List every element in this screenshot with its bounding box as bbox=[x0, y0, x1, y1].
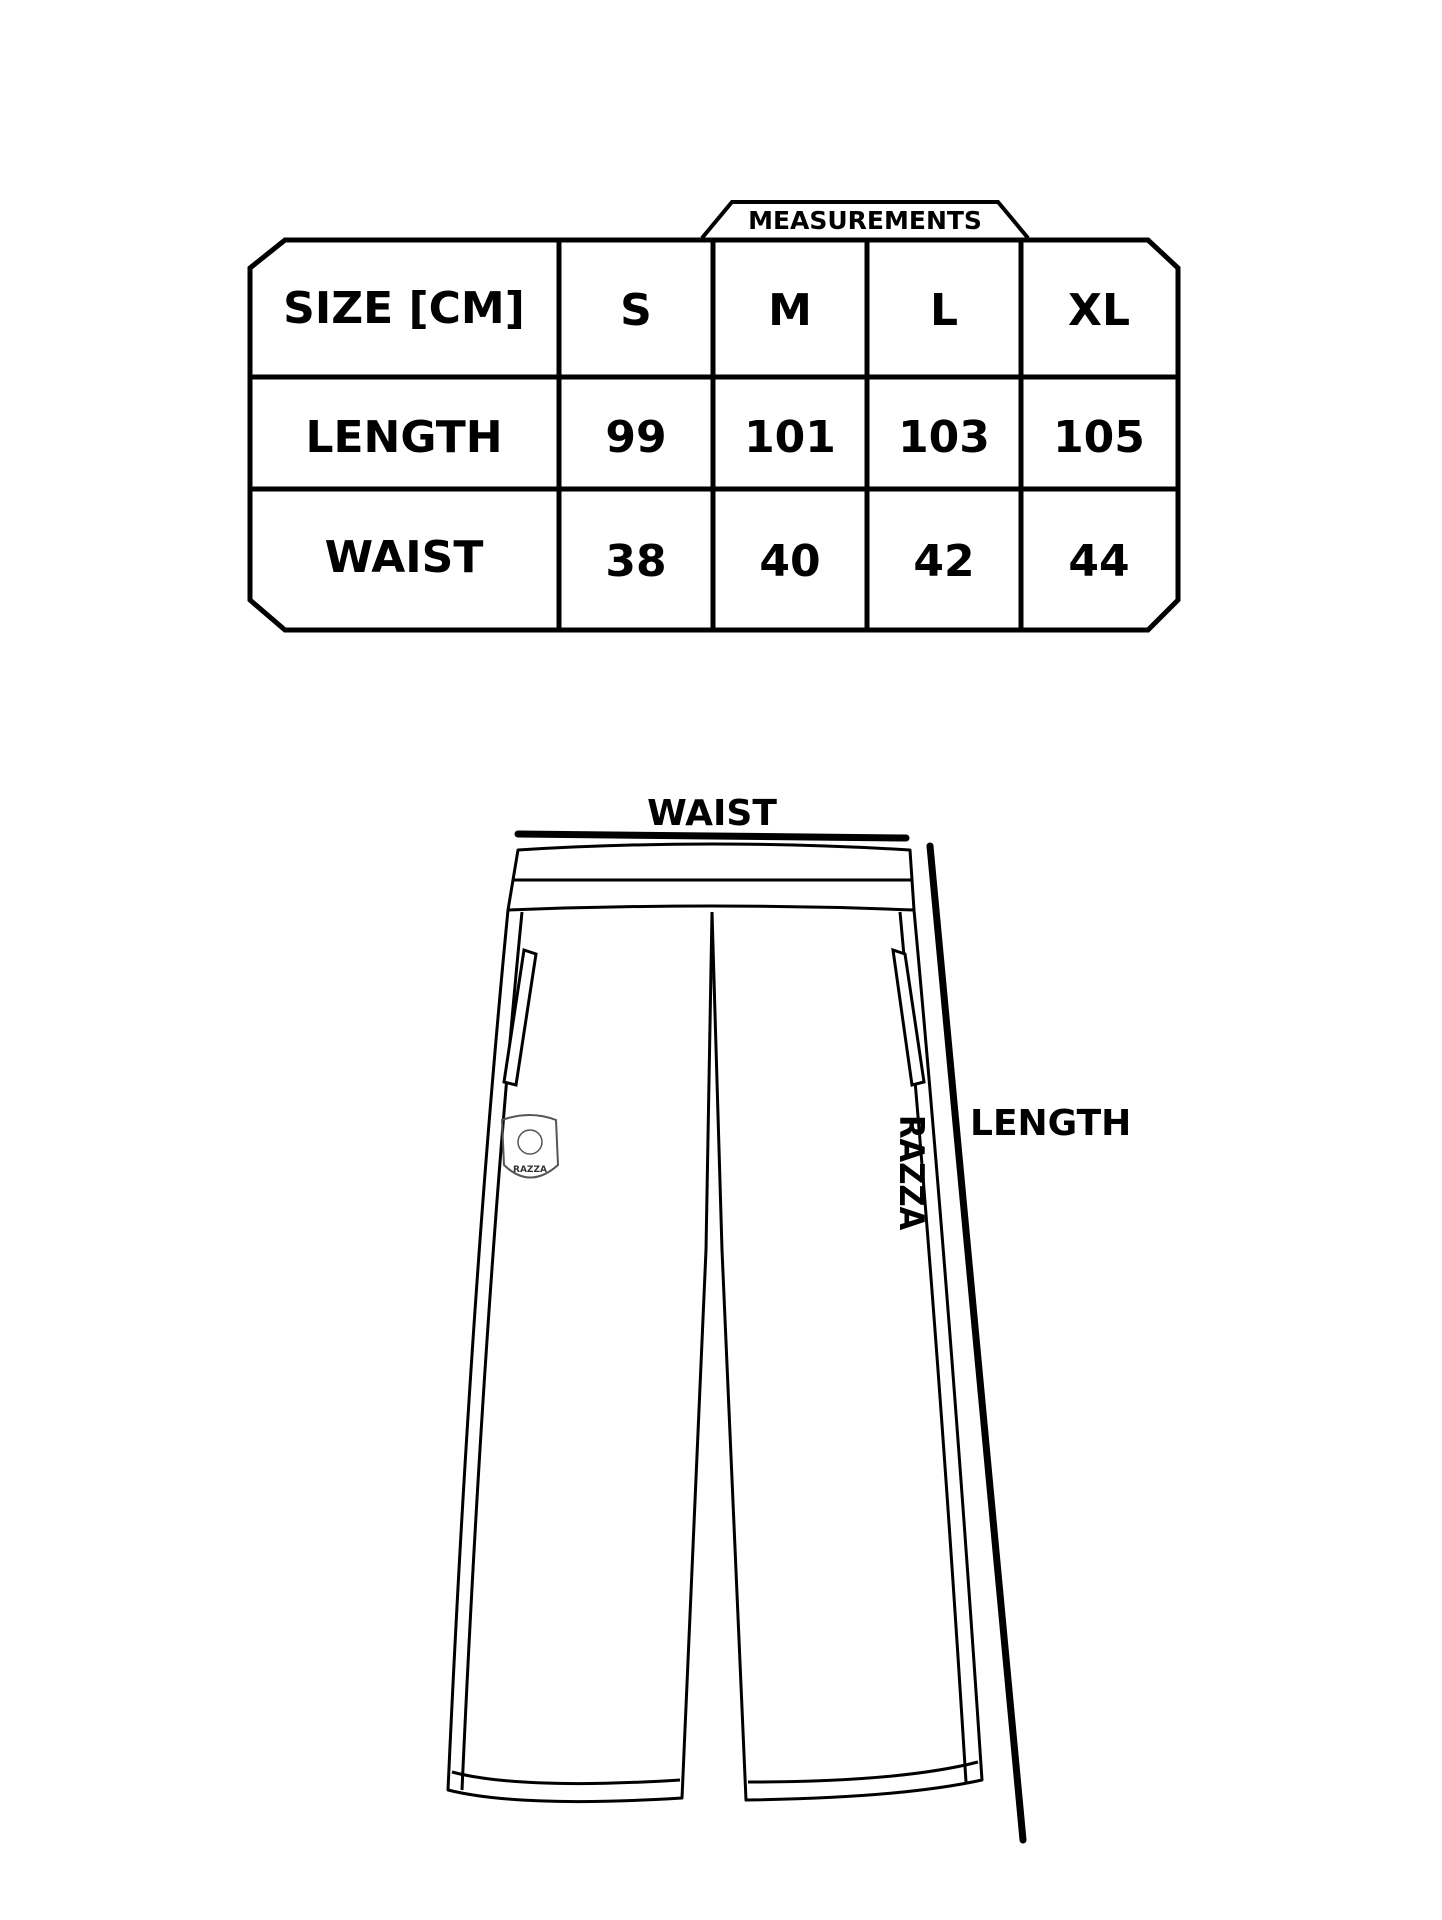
waist-value-l: 42 bbox=[913, 536, 975, 587]
waist-measure-line bbox=[518, 834, 906, 838]
size-header-s: S bbox=[620, 285, 652, 336]
waist-value-s: 38 bbox=[605, 536, 667, 587]
length-value-xl: 105 bbox=[1053, 412, 1145, 463]
size-header-l: L bbox=[929, 285, 959, 336]
row-label-waist: WAIST bbox=[324, 532, 484, 583]
length-value-l: 103 bbox=[898, 412, 990, 463]
brand-logo-text: RAZZA bbox=[891, 1115, 931, 1231]
waist-label: WAIST bbox=[647, 793, 777, 834]
length-value-m: 101 bbox=[744, 412, 836, 463]
left-pocket bbox=[504, 950, 536, 1085]
length-value-s: 99 bbox=[605, 412, 667, 463]
waist-value-xl: 44 bbox=[1068, 536, 1130, 587]
size-header-m: M bbox=[768, 285, 812, 336]
svg-text:RAZZA: RAZZA bbox=[513, 1165, 547, 1175]
size-column-header: SIZE [CM] bbox=[283, 283, 525, 334]
waist-value-m: 40 bbox=[759, 536, 821, 587]
emblem-logo bbox=[502, 1115, 558, 1178]
row-label-length: LENGTH bbox=[305, 412, 503, 463]
measurements-tab-label: MEASUREMENTS bbox=[748, 206, 982, 235]
size-header-xl: XL bbox=[1068, 285, 1130, 336]
length-label: LENGTH bbox=[970, 1103, 1132, 1144]
